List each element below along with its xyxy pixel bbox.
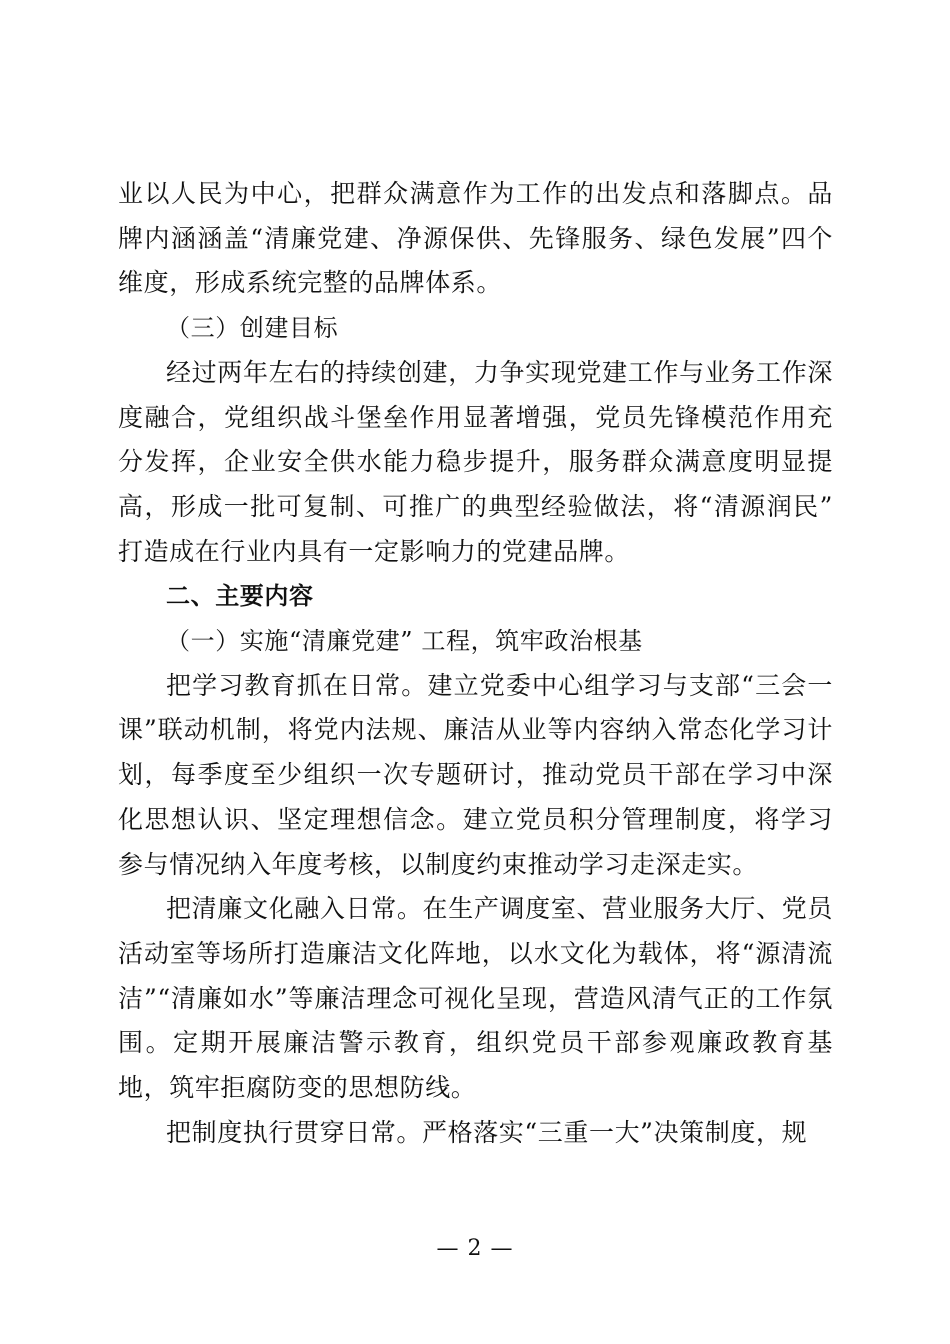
heading-creation-goal: （三）创建目标: [166, 314, 339, 343]
heading-clean-party-building: （一）实施“清廉党建” 工程，筑牢政治根基: [166, 627, 643, 656]
paragraph-creation-goal: 经过两年左右的持续创建，力争实现党建工作与业务工作深度融合，党组织战斗堡垒作用显著增强，党员先锋模范作用充分发挥，企业安全供水能力稳步提升，服务群众满意度明显提高，形成一批可复制、可推广的典型经验做法，将“清源润民” 打造成在行业内具有一定影响力的党建品牌。: [118, 357, 833, 566]
paragraph-brand-connotation: 业以人民为中心，把群众满意作为工作的出发点和落脚点。品牌内涵涵盖“清廉党建、净源保供、先锋服务、绿色发展”四个维度，形成系统完整的品牌体系。: [118, 179, 833, 298]
heading-main-content: 二、主要内容: [166, 582, 314, 611]
paragraph-system-execution: 把制度执行贯穿日常。严格落实“三重一大”决策制度，规: [166, 1117, 808, 1147]
paragraph-clean-culture: 把清廉文化融入日常。在生产调度室、营业服务大厅、党员活动室等场所打造廉洁文化阵地，以水文化为载体，将“源清流洁”“清廉如水”等廉洁理念可视化呈现，营造风清气正的工作氛围。定期开展廉洁警示教育，组织党员干部参观廉政教育基地，筑牢拒腐防变的思想防线。: [118, 894, 833, 1103]
paragraph-study-education: 把学习教育抓在日常。建立党委中心组学习与支部“三会一课”联动机制，将党内法规、廉洁从业等内容纳入常态化学习计划，每季度至少组织一次专题研讨，推动党员干部在学习中深化思想认识、坚定理想信念。建立党员积分管理制度，将学习参与情况纳入年度考核，以制度约束推动学习走深走实。: [118, 670, 833, 879]
document-body: [118, 172, 833, 1155]
page-number: — 2 —: [436, 1236, 514, 1261]
